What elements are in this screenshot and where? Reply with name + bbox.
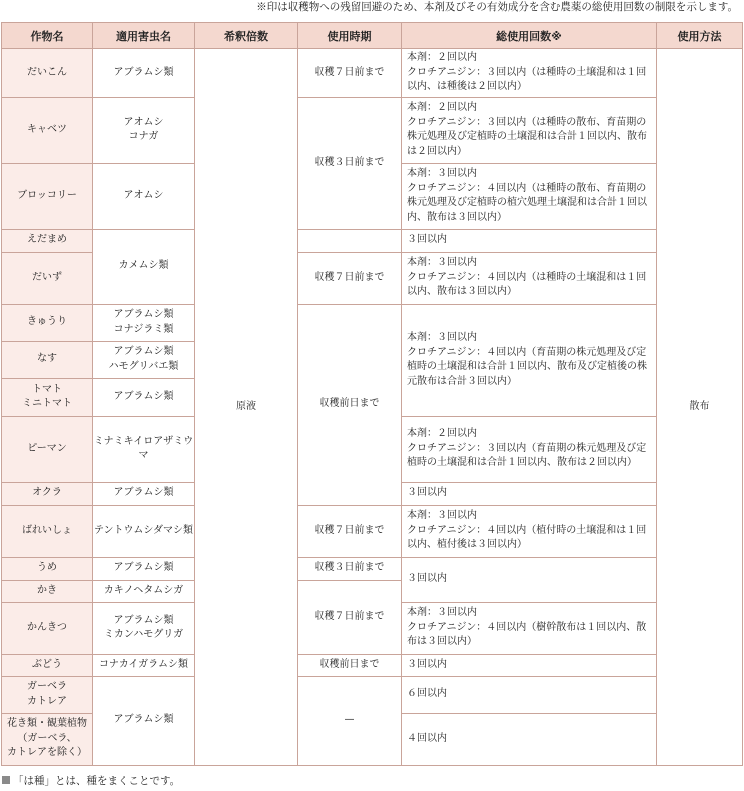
pest-cell	[93, 416, 195, 482]
pesticide-usage-table	[1, 22, 743, 766]
crop-cell	[2, 482, 93, 505]
crop-name: かんきつ	[27, 621, 67, 633]
crop-name: ばれいしょ	[22, 524, 72, 536]
crop-name: だいこん	[27, 66, 67, 78]
count-line: ３回以内	[407, 487, 447, 499]
table-row	[2, 97, 743, 163]
crop-name: ガーベラ	[27, 681, 67, 692]
timing-cell	[298, 304, 402, 505]
footer-note	[2, 774, 180, 788]
crop-cell	[2, 229, 93, 252]
crop-cell	[2, 97, 93, 163]
crop-name: 花き類・観葉植物	[7, 718, 87, 730]
crop-name: かき	[37, 584, 57, 596]
crop-name: キャベツ	[27, 123, 67, 135]
pest-cell	[93, 378, 195, 416]
pest-cell	[93, 505, 195, 557]
count-cell	[402, 482, 657, 505]
header-count: 総使用回数※	[402, 23, 657, 49]
footer-text: 「は種」とは、種をまくことです。	[13, 775, 181, 787]
pest-name: カキノヘタムシガ	[103, 584, 184, 596]
count-cell	[402, 252, 657, 304]
pest-name: アブラムシ類	[113, 487, 174, 499]
crop-name: （ガーベラ、	[17, 732, 77, 744]
count-line: クロチアニジン：４回以内（育苗期の株元処理及び定植時の土壌混和は合計１回以内、散布及び定植後の株元散布は合計３回以内）	[407, 346, 647, 387]
timing-value: 収穫前日まで	[319, 398, 380, 410]
method-cell	[657, 49, 743, 766]
pest-name: コナカイガラムシ類	[98, 658, 189, 670]
crop-name: カトレア	[27, 695, 67, 707]
count-cell	[402, 304, 657, 416]
pest-cell	[93, 482, 195, 505]
count-line: クロチアニジン：３回以内（は種時の散布、育苗期の株元処理及び定植時の土壌混和は合計１回以内、散布は２回以内）	[407, 116, 647, 157]
count-cell	[402, 416, 657, 482]
pest-name: アブラムシ類	[113, 66, 174, 78]
crop-cell	[2, 304, 93, 341]
pest-name: カメムシ類	[118, 260, 169, 272]
restriction-note: ※印は収穫物への残留回避のため、本剤及びその有効成分を含む農薬の総使用回数の制限を示します。	[256, 1, 738, 13]
count-cell	[402, 602, 657, 654]
count-cell	[402, 163, 657, 229]
timing-value: 収穫３日前まで	[314, 562, 385, 574]
count-line: ３回以内	[407, 658, 447, 670]
crop-cell	[2, 654, 93, 676]
pest-cell	[93, 49, 195, 98]
count-cell	[402, 676, 657, 713]
table-row	[2, 505, 743, 557]
timing-cell	[298, 49, 402, 98]
pest-cell	[93, 580, 195, 602]
timing-cell	[298, 676, 402, 765]
count-line: 本剤：２回以内	[407, 428, 477, 440]
count-line: クロチアニジン：４回以内（は種時の土壌混和は１回以内、散布は３回以内）	[407, 271, 647, 298]
pest-name: アオムシ	[123, 189, 164, 201]
count-line: 本剤：２回以内	[407, 52, 477, 63]
pest-name: ミナミキイロアザミウマ	[93, 435, 194, 461]
table-row	[2, 49, 743, 98]
table-row	[2, 654, 743, 676]
timing-cell	[298, 580, 402, 654]
pest-cell	[93, 341, 195, 378]
pest-name: アブラムシ類	[113, 614, 174, 626]
pest-name: アブラムシ類	[113, 309, 174, 320]
square-bullet-icon	[2, 776, 10, 784]
method-value: 散布	[689, 400, 710, 412]
crop-cell	[2, 49, 93, 98]
timing-value: 収穫７日前まで	[314, 271, 385, 283]
crop-name: ぶどう	[32, 658, 62, 670]
count-line: クロチアニジン：３回以内（は種時の土壌混和は１回以内、は種後は２回以内）	[407, 66, 647, 92]
pest-name: コナガ	[128, 131, 159, 142]
dilution-cell	[195, 49, 298, 766]
timing-value: 収穫３日前まで	[314, 156, 385, 168]
pest-name: コナジラミ類	[113, 323, 174, 335]
pest-name: アブラムシ類	[113, 390, 174, 402]
count-line: 本剤：２回以内	[407, 102, 477, 113]
timing-value: —	[344, 714, 355, 726]
pest-name: ミカンハモグリガ	[103, 629, 184, 640]
crop-cell	[2, 416, 93, 482]
pest-name: アブラムシ類	[113, 714, 174, 726]
crop-cell	[2, 557, 93, 580]
count-cell	[402, 557, 657, 602]
crop-name: なす	[37, 353, 57, 365]
crop-name: ミニトマト	[22, 398, 72, 409]
crop-cell	[2, 341, 93, 378]
crop-name: カトレアを除く）	[7, 747, 87, 759]
count-line: ３回以内	[407, 573, 447, 585]
crop-name: きゅうり	[27, 316, 67, 328]
count-line: ６回以内	[407, 688, 447, 700]
header-method: 使用方法	[657, 23, 743, 49]
dilution-value: 原液	[236, 400, 256, 412]
timing-value: 収穫７日前まで	[314, 66, 385, 78]
pest-cell	[93, 676, 195, 765]
pest-cell	[93, 229, 195, 304]
table-row	[2, 676, 743, 713]
count-cell	[402, 97, 657, 163]
timing-cell	[298, 654, 402, 676]
crop-name: うめ	[37, 562, 57, 574]
timing-cell	[298, 97, 402, 229]
pest-cell	[93, 304, 195, 341]
crop-cell	[2, 713, 93, 765]
table-row	[2, 557, 743, 580]
pest-cell	[93, 654, 195, 676]
pest-name: アブラムシ類	[113, 346, 174, 357]
pest-cell	[93, 97, 195, 163]
count-cell	[402, 713, 657, 765]
pest-name: アブラムシ類	[113, 562, 174, 574]
header-pest: 適用害虫名	[93, 23, 195, 49]
count-line: ３回以内	[407, 234, 447, 246]
crop-name: ブロッコリー	[17, 189, 77, 201]
timing-value: 収穫７日前まで	[314, 610, 385, 622]
pest-cell	[93, 163, 195, 229]
count-cell	[402, 229, 657, 252]
pest-name: テントウムシダマシ類	[94, 524, 193, 536]
pest-cell	[93, 557, 195, 580]
timing-cell	[298, 252, 402, 304]
crop-cell	[2, 163, 93, 229]
count-line: クロチアニジン：４回以内（植付時の土壌混和は１回以内、植付後は３回以内）	[407, 524, 647, 551]
header-dilution: 希釈倍数	[195, 23, 298, 49]
count-cell	[402, 505, 657, 557]
count-cell	[402, 49, 657, 98]
crop-cell	[2, 505, 93, 557]
table-row	[2, 304, 743, 341]
crop-name: オクラ	[32, 487, 62, 499]
crop-cell	[2, 676, 93, 713]
pest-name: ハモグリバエ類	[108, 360, 179, 372]
count-line: クロチアニジン：４回以内（は種時の散布、育苗期の株元処理及び定植時の植穴処理土壌混和は合計１回以内、散布は３回以内）	[407, 182, 647, 223]
crop-name: ピーマン	[27, 442, 67, 454]
count-line: 本剤：３回以内	[407, 510, 477, 522]
pest-name: アオムシ	[123, 116, 164, 128]
crop-cell	[2, 602, 93, 654]
header-timing: 使用時期	[298, 23, 402, 49]
pest-cell	[93, 602, 195, 654]
timing-cell	[298, 557, 402, 580]
timing-cell	[298, 505, 402, 557]
header-crop: 作物名	[2, 23, 93, 49]
count-line: クロチアニジン：４回以内（樹幹散布は１回以内、散布は３回以内）	[407, 621, 647, 648]
crop-name: だいず	[32, 271, 62, 283]
timing-value: 収穫７日前まで	[314, 524, 385, 536]
count-line: クロチアニジン：３回以内（育苗期の株元処理及び定植時の土壌混和は合計１回以内、散布は２回以内）	[407, 442, 647, 469]
crop-cell	[2, 580, 93, 602]
timing-value: 収穫前日まで	[319, 658, 380, 670]
timing-cell-empty	[298, 229, 402, 252]
crop-cell	[2, 252, 93, 304]
count-line: ４回以内	[407, 732, 447, 744]
count-line: 本剤：３回以内	[407, 607, 477, 619]
crop-name: えだまめ	[27, 234, 67, 246]
count-line: 本剤：３回以内	[407, 168, 477, 179]
header-row	[2, 23, 743, 49]
crop-name: トマト	[32, 383, 62, 395]
table-row	[2, 229, 743, 252]
crop-cell	[2, 378, 93, 416]
count-line: 本剤：３回以内	[407, 332, 477, 343]
count-cell	[402, 654, 657, 676]
count-line: 本剤：３回以内	[407, 257, 477, 269]
